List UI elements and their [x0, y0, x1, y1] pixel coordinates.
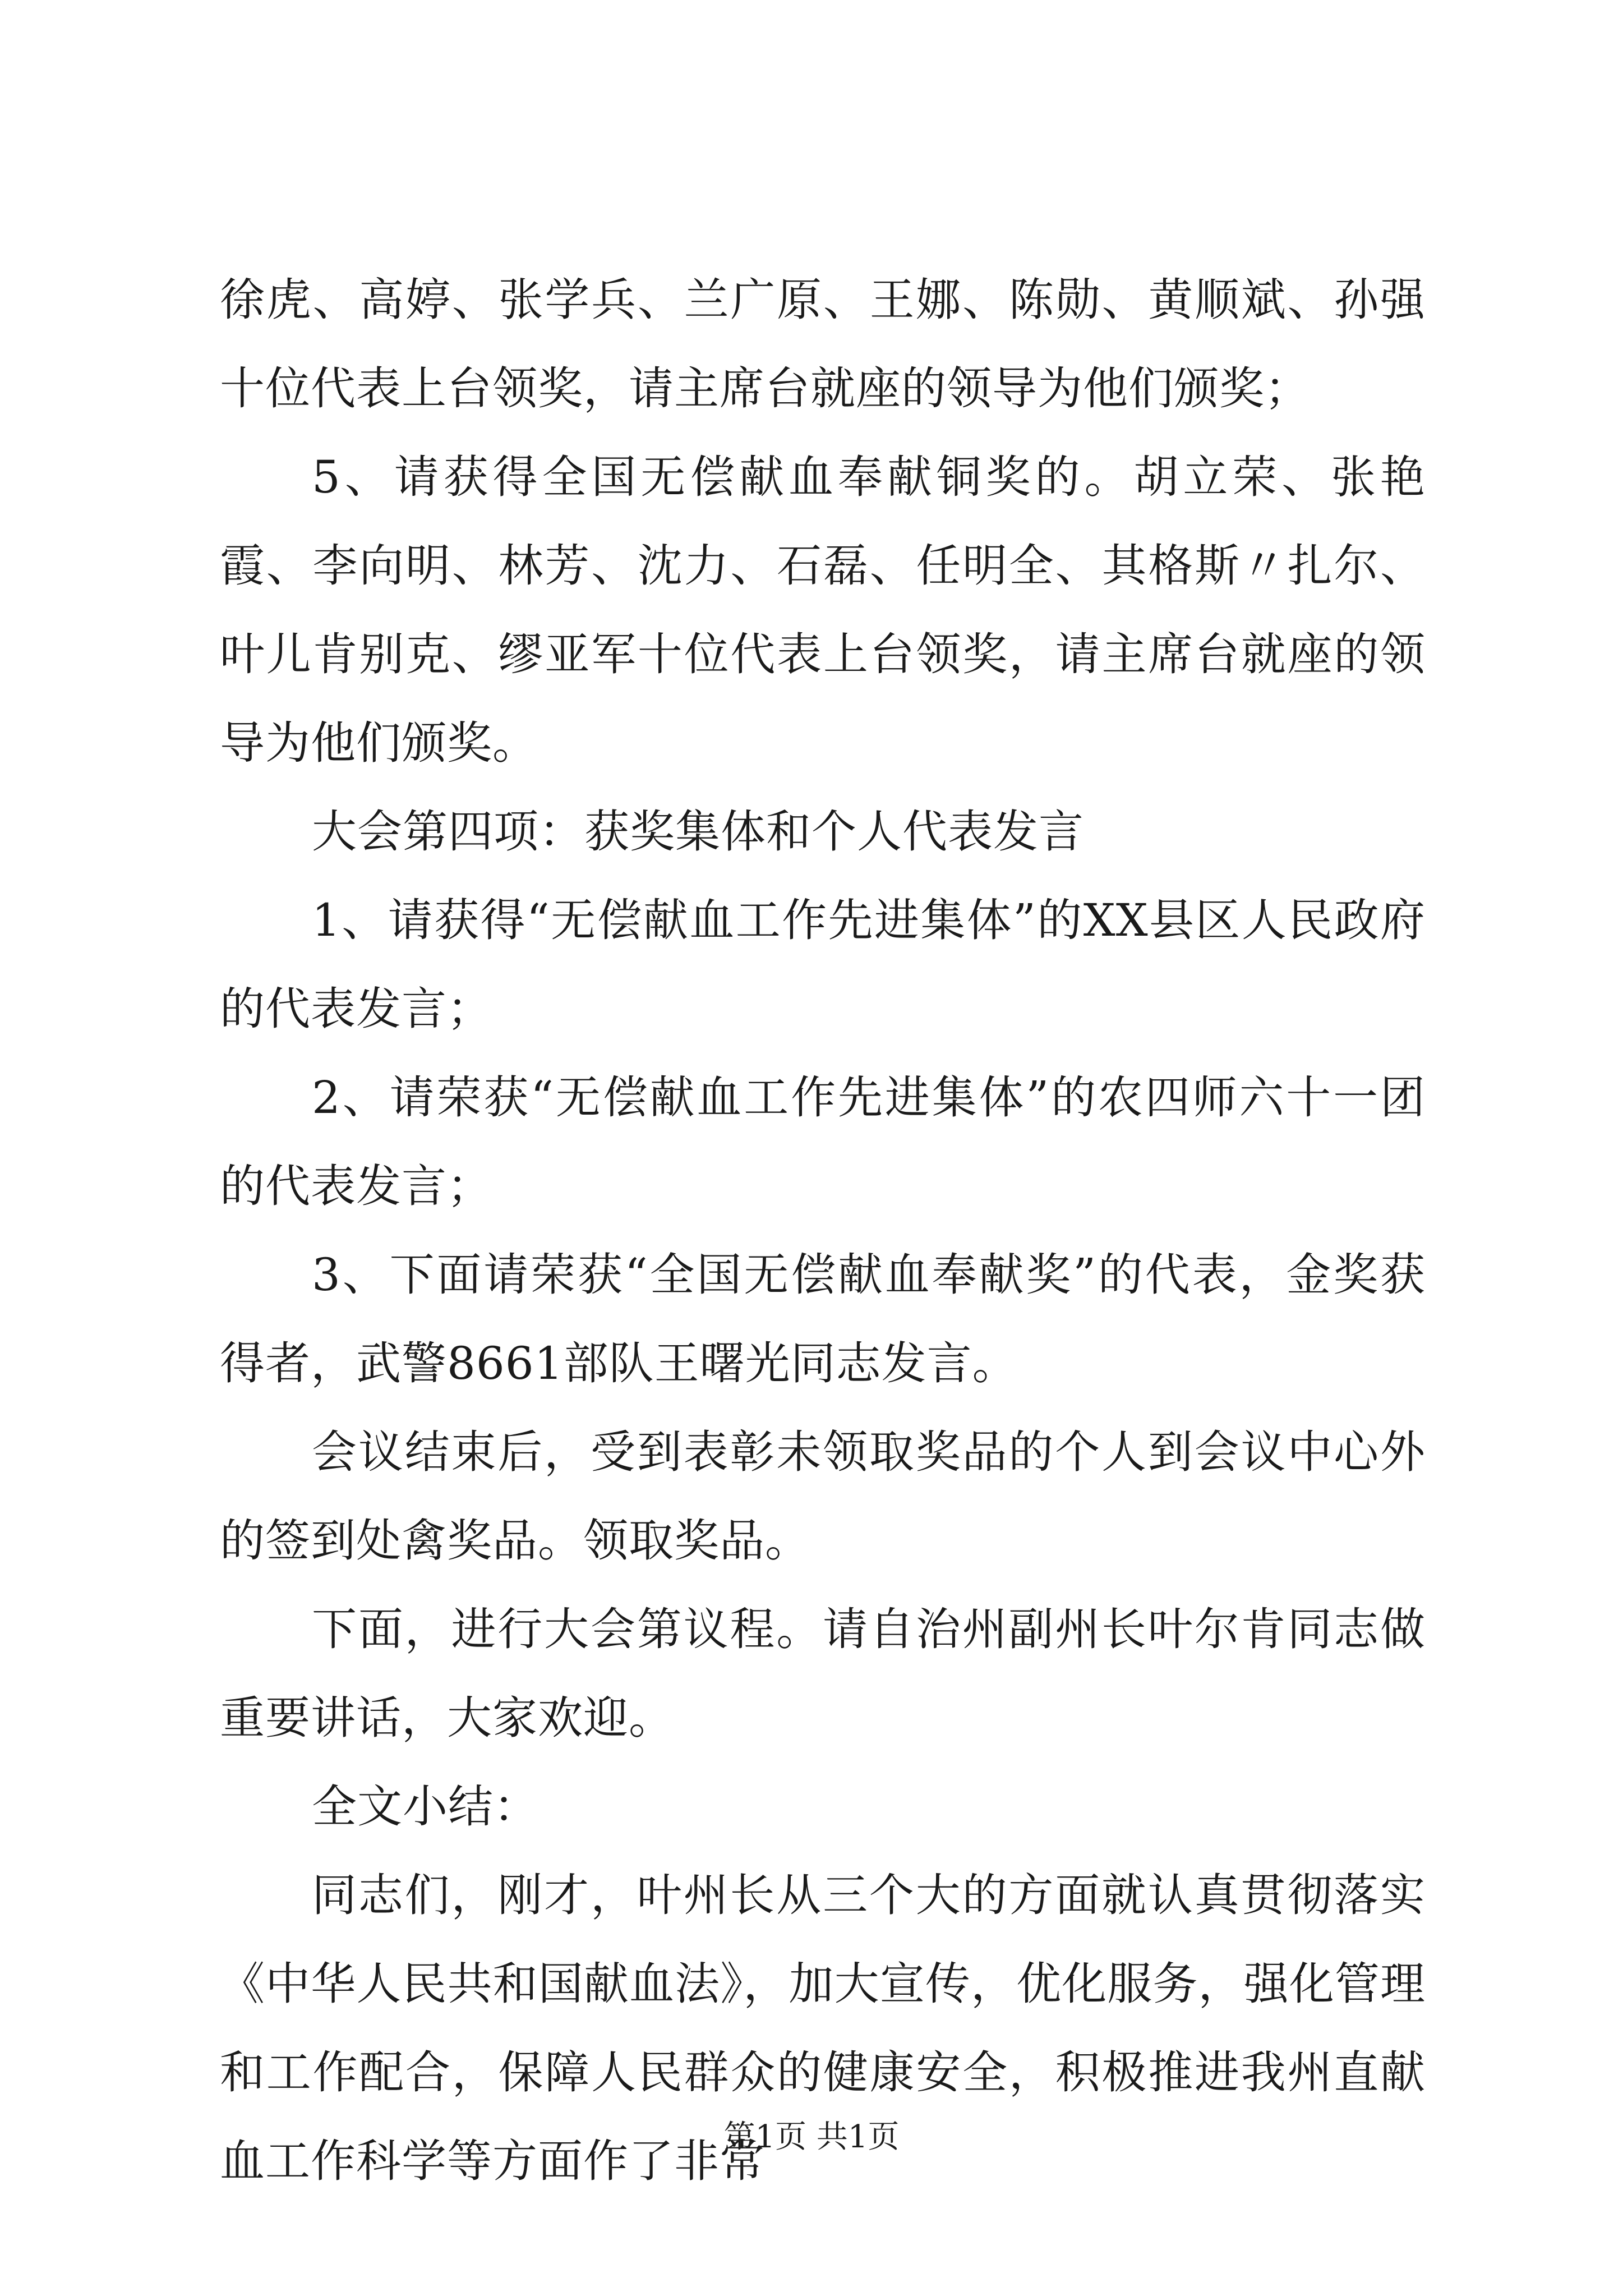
paragraph-8: 下面，进行大会第议程。请自治州副州长叶尔肯同志做重要讲话，大家欢迎。 [220, 1603, 1426, 1744]
paragraph-7: 会议结束后，受到表彰未领取奖品的个人到会议中心外的签到处禽奖品。领取奖品。 [220, 1426, 1426, 1567]
paragraph-1: 徐虎、高婷、张学兵、兰广原、王娜、陈勋、黄顺斌、孙强十位代表上台领奖，请主席台就座的领导为他们颁奖； [220, 274, 1426, 415]
paragraph-6: 3、下面请荣获“全国无偿献血奉献奖”的代表，金奖获得者，武警8661部队王曙光同志发言。 [220, 1249, 1426, 1389]
paragraph-5: 2、请荣获“无偿献血工作先进集体”的农四师六十一团的代表发言； [220, 1071, 1426, 1212]
paragraph-3: 大会第四项：获奖集体和个人代表发言 [312, 806, 1084, 858]
paragraph-4: 1、请获得“无偿献血工作先进集体”的XX县区人民政府的代表发言； [220, 894, 1426, 1035]
paragraph-9: 全文小结： [312, 1780, 539, 1833]
document-body [220, 256, 1426, 2206]
page-footer: 第1页 共1页 [723, 2119, 900, 2155]
paragraph-2: 5、请获得全国无偿献血奉献铜奖的。胡立荣、张艳霞、李向明、林芳、沈力、石磊、任明全、其格斯〃扎尔、叶儿肯别克、缪亚军十位代表上台领奖，请主席台就座的领导为他们颁奖。 [220, 451, 1426, 769]
paragraph-10: 同志们，刚才，叶州长从三个大的方面就认真贯彻落实《中华人民共和国献血法》，加大宣传，优化服务，强化管理和工作配合，保障人民群众的健康安全，积极推进我州直献血工作科学等方面作了非常 [220, 1869, 1426, 2187]
